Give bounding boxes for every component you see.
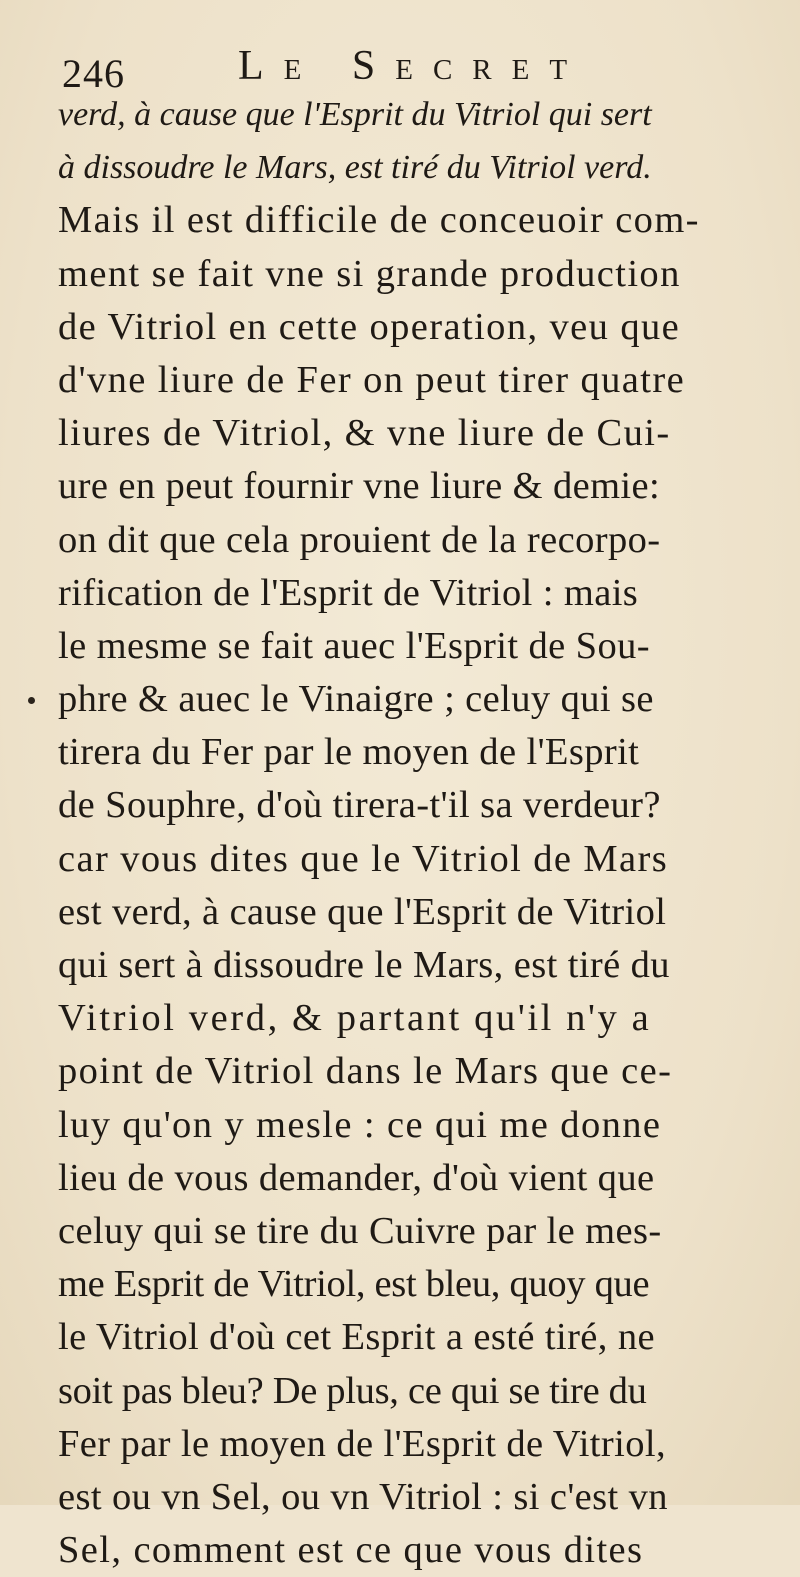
text-line: le mesme se fait auec l'Esprit de Sou- — [58, 624, 650, 667]
text-line: à dissoudre le Mars, est tiré du Vitriol verd. — [58, 149, 652, 187]
ink-speck — [28, 697, 35, 704]
text-line: est ou vn Sel, ou vn Vitriol : si c'est vn — [58, 1475, 668, 1518]
text-line: de Vitriol en cette operation, veu que — [58, 305, 681, 348]
text-line: soit pas bleu? De plus, ce qui se tire du — [58, 1369, 647, 1412]
text-line: ure en peut fournir vne liure & demie: — [58, 465, 661, 508]
text-line: qui sert à dissoudre le Mars, est tiré du — [58, 944, 670, 986]
text-line: phre & auec le Vinaigre ; celuy qui se — [58, 678, 654, 721]
body-text — [58, 88, 788, 1577]
text-line: Vitriol verd, & partant qu'il n'y a — [58, 997, 652, 1040]
text-line: lieu de vous demander, d'où vient que — [58, 1156, 655, 1199]
text-line: le Vitriol d'où cet Esprit a esté tiré, ne — [58, 1316, 655, 1359]
text-line: est verd, à cause que l'Esprit de Vitriol — [58, 890, 667, 933]
text-line: point de Vitriol dans le Mars que ce- — [58, 1050, 673, 1093]
text-line: celuy qui se tire du Cuivre par le mes- — [58, 1209, 662, 1252]
text-line: ment se fait vne si grande production — [58, 252, 681, 295]
text-line: verd, à cause que l'Esprit du Vitriol qui sert — [58, 96, 652, 133]
text-line: de Souphre, d'où tirera-t'il sa verdeur? — [58, 784, 661, 827]
text-line: Sel, comment est ce que vous dites — [58, 1529, 644, 1572]
text-line: luy qu'on y mesle : ce qui me donne — [58, 1103, 662, 1146]
text-line: d'vne liure de Fer on peut tirer quatre — [58, 358, 686, 401]
text-line: on dit que cela prouient de la recorpo- — [58, 518, 661, 561]
page-number: 246 — [62, 51, 125, 96]
text-line: tirera du Fer par le moyen de l'Esprit — [58, 731, 640, 774]
text-line: rification de l'Esprit de Vitriol : mais — [58, 571, 639, 614]
running-title: Le Secret — [238, 43, 588, 89]
text-line: Mais il est difficile de conceuoir com- — [58, 199, 700, 242]
text-line: Fer par le moyen de l'Esprit de Vitriol, — [58, 1422, 666, 1465]
text-line: me Esprit de Vitriol, est bleu, quoy que — [58, 1263, 650, 1306]
text-line: car vous dites que le Vitriol de Mars — [58, 837, 669, 880]
text-line: liures de Vitriol, & vne liure de Cui- — [58, 412, 671, 455]
